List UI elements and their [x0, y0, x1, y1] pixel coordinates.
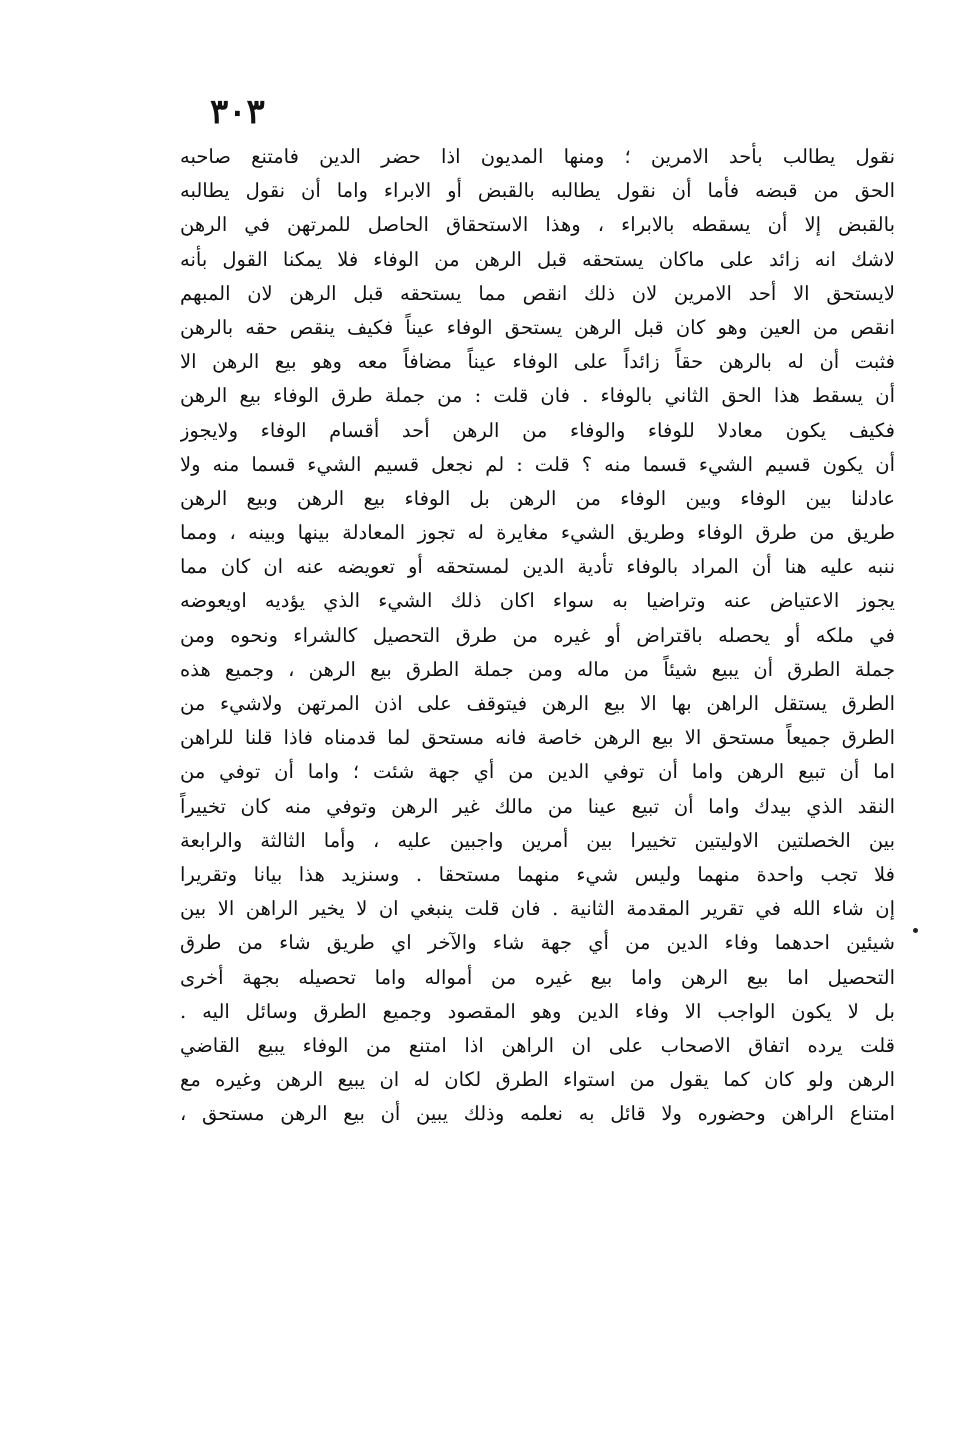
text-line: الطرق جميعاً مستحق الا بيع الرهن خاصة فانه مستحق لما قدمناه فاذا قلنا للراهن [180, 726, 895, 750]
text-line: نقول يطالب بأحد الامرين ؛ ومنها المديون اذا حضر الدين فامتنع صاحبه [180, 145, 895, 168]
text-line: شيئين احدهما وفاء الدين من أي جهة شاء والآخر اي طريق شاء من طرق [180, 931, 895, 955]
text-line: بين الخصلتين الاوليتين تخييرا بين أمرين واجبين عليه ، وأما الثالثة والرابعة [180, 828, 895, 852]
text-line: النقد الذي بيدك واما أن تبيع عينا من مالك غير الرهن وتوفي منه كان تخييراً [180, 794, 895, 818]
text-line: اما أن تبيع الرهن واما أن توفي الدين من أي جهة شئت ؛ واما أن توفي من [180, 760, 895, 784]
text-line: الطرق يستقل الراهن بها الا بيع الرهن فيتوقف على اذن المرتهن ولاشيء من [180, 692, 895, 715]
text-line: امتناع الراهن وحضوره ولا قائل به نعلمه وذلك يبين أن بيع الرهن مستحق ، [180, 1102, 895, 1126]
page-body-text [180, 140, 895, 1131]
text-line: فثبت أن له بالرهن حقاً زائداً على الوفاء عيناً مضافاً معه وهو بيع الرهن الا [180, 350, 895, 374]
text-line: قلت يرده اتفاق الاصحاب على ان الراهن اذا امتنع من الوفاء يبيع القاضي [180, 1033, 895, 1057]
page-number: ٣٠٣ [210, 92, 265, 132]
text-line: يجوز الاعتياض عنه وتراضيا به سواء اكان ذلك الشيء الذي يؤديه اويعوضه [180, 589, 895, 613]
text-line: في ملكه أو يحصله باقتراض أو غيره من طرق التحصيل كالشراء ونحوه ومن [180, 623, 895, 647]
text-line: جملة الطرق أن يبيع شيئاً من ماله ومن جملة الطرق بيع الرهن ، وجميع هذه [180, 657, 895, 681]
ink-mark [913, 928, 918, 933]
text-line: بل لا يكون الواجب الا وفاء الدين وهو المقصود وجميع الطرق وسائل اليه . [180, 999, 895, 1023]
text-line: أن يكون قسيم الشيء قسما منه ؟ قلت : لم نجعل قسيم الشيء قسما منه ولا [180, 452, 895, 476]
text-line: إن شاء الله في تقرير المقدمة الثانية . فان قلت ينبغي ان لا يخير الراهن الا بين [180, 897, 895, 921]
text-line: أن يسقط هذا الحق الثاني بالوفاء . فان قلت : من جملة طرق الوفاء بيع الرهن [180, 384, 895, 408]
text-line: طريق من طرق الوفاء وطريق الشيء مغايرة له تجوز المعادلة بينها وبينه ، ومما [180, 521, 895, 545]
text-line: عادلنا بين الوفاء وبين الوفاء من الرهن بل الوفاء بيع الرهن وبيع الرهن [180, 486, 895, 510]
text-line: الحق من قبضه فأما أن نقول يطالبه بالقبض أو الابراء واما أن نقول يطالبه [180, 179, 895, 203]
text-line: ننبه عليه هنا أن المراد بالوفاء تأدية الدين لمستحقه أو تعويضه عنه ان كان مما [180, 555, 895, 579]
text-line: التحصيل اما بيع الرهن واما بيع غيره من أمواله واما تحصيله بجهة أخرى [180, 965, 895, 989]
text-line: انقص من العين وهو كان قبل الرهن يستحق الوفاء عيناً فكيف ينقص حقه بالرهن [180, 315, 895, 339]
text-line: لايستحق الا أحد الامرين لان ذلك انقص مما يستحقه قبل الرهن لان المبهم [180, 281, 895, 305]
text-line: الرهن ولو كان كما يقول من استواء الطرق لكان له ان يبيع الرهن وغيره مع [180, 1068, 895, 1092]
text-line: فكيف يكون معادلا للوفاء والوفاء من الرهن أحد أقسام الوفاء ولايجوز [180, 418, 895, 442]
text-line: فلا تجب واحدة منهما وليس شيء منهما مستحقا . وسنزيد هذا بيانا وتقريرا [180, 862, 895, 886]
text-line: لاشك انه زائد على ماكان يستحقه قبل الرهن من الوفاء فلا يمكنا القول بأنه [180, 247, 895, 271]
text-line: بالقبض إلا أن يسقطه بالابراء ، وهذا الاستحقاق الحاصل للمرتهن في الرهن [180, 213, 895, 237]
